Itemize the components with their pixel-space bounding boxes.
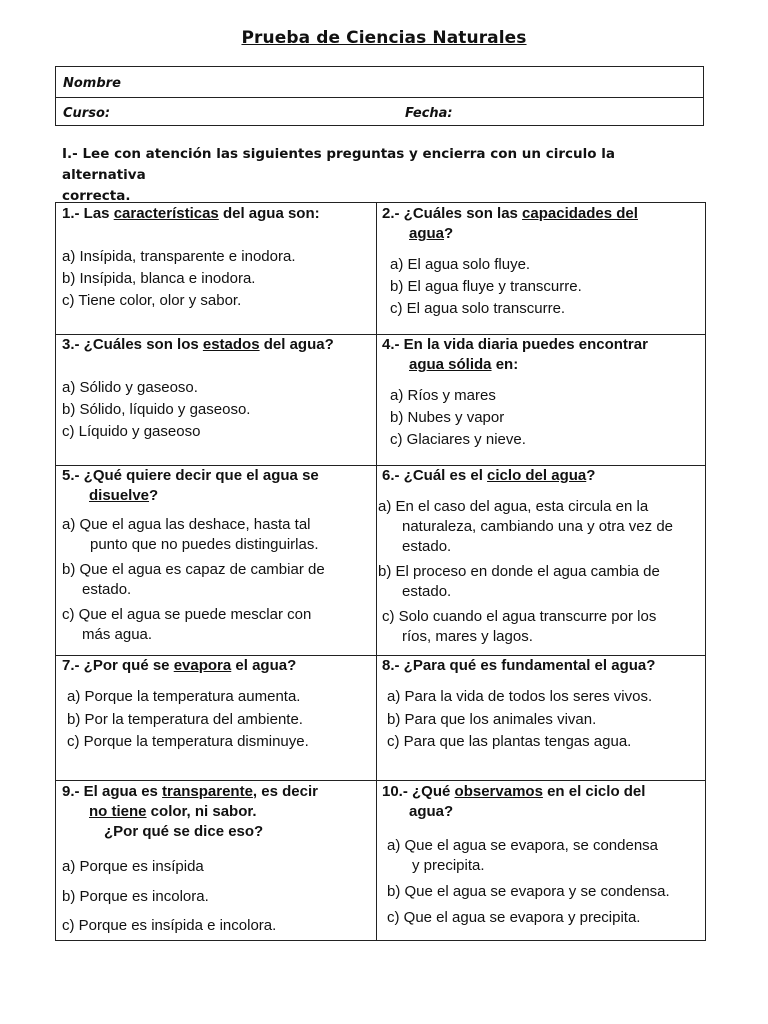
option[interactable]: a) En el caso del agua, esta circula en la naturaleza, cambiando una y otra vez de estado. xyxy=(378,498,674,555)
instructions-line-1: I.- Lee con atención las siguientes preguntas y encierra con un circulo la alternativa xyxy=(62,146,615,183)
option[interactable]: c) El agua solo transcurre. xyxy=(390,300,566,317)
question-1-text: 1.- Las características del agua son: xyxy=(62,205,320,222)
question-10-text: 10.- ¿Qué observamos en el ciclo del xyxy=(382,783,646,800)
option[interactable]: c) Que el agua se evapora y precipita. xyxy=(387,909,641,926)
option[interactable]: a) Para la vida de todos los seres vivos. xyxy=(387,688,653,705)
option[interactable]: c) Glaciares y nieve. xyxy=(390,431,526,448)
option[interactable]: c) Tiene color, olor y sabor. xyxy=(62,292,242,309)
question-10: 10.- ¿Qué observamos en el ciclo del agua? a) Que el agua se evapora, se condensa y precipita. b) Que el agua se evapora y se condensa. c) Que el agua se evapora y precipita. xyxy=(382,782,704,928)
option[interactable]: a) Insípida, transparente e inodora. xyxy=(62,248,296,265)
option[interactable]: b) Para que los animales vivan. xyxy=(387,710,597,728)
nombre-row xyxy=(56,67,703,98)
question-5-text: 5.- ¿Qué quiere decir que el agua se xyxy=(62,467,319,484)
questions-table xyxy=(55,202,706,941)
question-7 xyxy=(62,656,374,754)
question-9-text: 9.- El agua es transparente, es decir xyxy=(62,783,318,800)
question-2-text: 2.- ¿Cuáles son las capacidades del xyxy=(382,205,638,222)
question-8 xyxy=(382,656,702,754)
option[interactable]: b) El proceso en donde el agua cambia de estado. xyxy=(378,563,660,600)
page-title: Prueba de Ciencias Naturales xyxy=(241,28,527,48)
question-4-text: 4.- En la vida diaria puedes encontrar xyxy=(382,336,648,353)
instructions-line-2: correcta. xyxy=(62,188,131,204)
option[interactable]: a) El agua solo fluye. xyxy=(390,256,531,273)
option[interactable]: c) Líquido y gaseoso xyxy=(62,423,201,440)
fecha-field: Fecha: xyxy=(405,106,453,121)
option[interactable]: a) Porque la temperatura aumenta. xyxy=(67,688,301,705)
question-3 xyxy=(62,335,372,443)
option[interactable]: c) Para que las plantas tengas agua. xyxy=(387,733,632,750)
column-divider xyxy=(376,203,377,940)
question-5: 5.- ¿Qué quiere decir que el agua se disuelve? a) Que el agua las deshace, hasta tal punto que no puedes distinguirlas. b) Que el agua es capaz de cambiar de estado. c) Que el agua se puede mesclar con más agua. xyxy=(62,466,374,645)
option[interactable]: c) Porque la temperatura disminuye. xyxy=(67,733,309,750)
curso-label: Curso xyxy=(63,106,105,121)
question-6-text: 6.- ¿Cuál es el ciclo del agua? xyxy=(382,467,596,484)
option[interactable]: a) Porque es insípida xyxy=(62,858,204,875)
option[interactable]: a) Que el agua las deshace, hasta tal punto que no puedes distinguirlas. xyxy=(62,516,319,553)
question-6 xyxy=(378,466,704,647)
option[interactable]: c) Porque es insípida e incolora. xyxy=(62,917,277,934)
question-8-text: 8.- ¿Para qué es fundamental el agua? xyxy=(382,657,656,674)
option[interactable]: b) Que el agua es capaz de cambiar de estado. xyxy=(62,561,325,598)
instructions xyxy=(62,144,702,207)
question-2: 2.- ¿Cuáles son las capacidades del agua? a) El agua solo fluye. b) El agua fluye y transcurre. c) El agua solo transcurre. xyxy=(382,204,702,320)
option[interactable]: b) Que el agua se evapora y se condensa. xyxy=(387,883,670,900)
row-divider xyxy=(56,780,705,781)
fecha-label: Fecha xyxy=(405,106,448,121)
question-1 xyxy=(62,204,372,312)
question-7-text: 7.- ¿Por qué se evapora el agua? xyxy=(62,657,297,674)
option[interactable]: b) Por la temperatura del ambiente. xyxy=(67,710,303,728)
option[interactable]: b) Nubes y vapor xyxy=(390,409,505,426)
option[interactable]: a) Que el agua se evapora, se condensa y precipita. xyxy=(387,837,659,874)
question-9: 9.- El agua es transparente, es decir no tiene color, ni sabor. ¿Por qué se dice eso? a) Porque es insípida b) Porque es incolora. c) Porque es insípida e incolora. xyxy=(62,782,374,941)
option[interactable]: b) Insípida, blanca e inodora. xyxy=(62,270,256,287)
option[interactable]: b) Porque es incolora. xyxy=(62,887,209,905)
option[interactable]: a) Sólido y gaseoso. xyxy=(62,379,198,396)
curso-field: Curso: xyxy=(63,106,111,121)
option[interactable]: c) Solo cuando el agua transcurre por los ríos, mares y lagos. xyxy=(382,608,657,645)
question-3-text: 3.- ¿Cuáles son los estados del agua? xyxy=(62,336,334,353)
option[interactable]: b) El agua fluye y transcurre. xyxy=(390,278,582,295)
option[interactable]: c) Que el agua se puede mesclar con más agua. xyxy=(62,606,312,643)
question-4: 4.- En la vida diaria puedes encontrar agua sólida en: a) Ríos y mares b) Nubes y vapor c) Glaciares y nieve. xyxy=(382,335,702,451)
nombre-label: Nombre xyxy=(63,76,121,91)
option[interactable]: b) Sólido, líquido y gaseoso. xyxy=(62,401,251,418)
student-info-box xyxy=(55,66,704,126)
option[interactable]: a) Ríos y mares xyxy=(390,387,496,404)
